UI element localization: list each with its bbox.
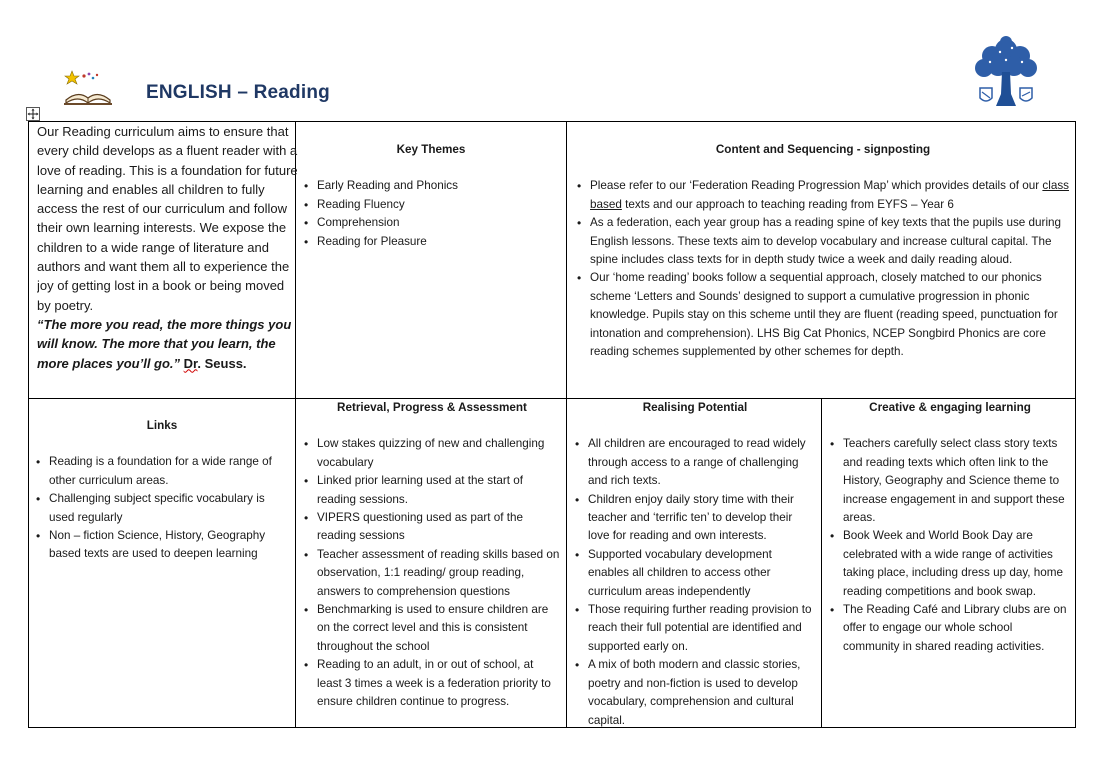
intro-quote [37, 315, 299, 373]
divider [821, 398, 822, 727]
list-item: • Comprehension [303, 214, 559, 232]
list-item: • Teachers carefully select class story texts and reading texts which often link to the History, Geography and Science theme to increase engagement in and support these areas. [829, 435, 1071, 527]
page-title: ENGLISH – Reading [146, 82, 330, 103]
creative-cell [829, 399, 1071, 656]
table-move-handle-icon[interactable] [26, 107, 40, 121]
list-item: • Early Reading and Phonics [303, 177, 559, 195]
potential-cell [574, 399, 816, 730]
list-item: • Reading to an adult, in or out of school, at least 3 times a week is a federation priority to ensure children continue to progress. [303, 656, 561, 711]
list-item: • Children enjoy daily story time with their teacher and ‘terrific ten’ to develop their love for reading and own interests. [574, 491, 816, 546]
list-item: • As a federation, each year group has a reading spine of key texts that the pupils use during English lessons. These texts aim to develop vocabulary and increase cultural capital. The spine includes class texts for in depth study twice a week and daily reading aloud. [576, 214, 1070, 269]
intro-paragraph: Our Reading curriculum aims to ensure that every child develops as a fluent reader with a love of reading. This is a foundation for future learning and enables all children to fully access the rest of our curriculum and follow their own learning interests. We expose the children to a wide range of literature and authors and want them all to experience the joy of getting lost in a book or being moved by poetry. [37, 124, 298, 313]
list-item: • VIPERS questioning used as part of the reading sessions [303, 509, 561, 546]
intro-cell [37, 122, 299, 373]
potential-title: Realising Potential [642, 401, 748, 414]
key-themes-title: Key Themes [396, 143, 466, 156]
list-item: • Our ‘home reading’ books follow a sequential approach, closely matched to our phonics scheme ‘Letters and Sounds’ designed to support a cumulative progression in phonic knowledge. Pupils stay on this scheme until they are fluent (reading speed, punctuation for intonation and comprehension). LHS Big Cat Phonics, NCEP Songbird Phonics are core reading schemes supplemented by other schemes for depth. [576, 269, 1070, 361]
list-item: • All children are encouraged to read widely through access to a range of challenging and rich texts. [574, 435, 816, 490]
open-book-icon [62, 70, 114, 106]
list-item: • Challenging subject specific vocabulary is used regularly [35, 490, 289, 527]
list-item: • Book Week and World Book Day are celebrated with a wide range of activities taking place, including dress up day, home reading competitions and book swap. [829, 527, 1071, 601]
key-themes-cell [303, 141, 559, 251]
content-sequencing-cell [576, 141, 1070, 361]
list-item: • Non – fiction Science, History, Geography based texts are used to deepen learning [35, 527, 289, 564]
list-item: • Benchmarking is used to ensure children are on the correct level and this is consistent throughout the school [303, 601, 561, 656]
list-item: • Reading Fluency [303, 196, 559, 214]
curriculum-table [28, 121, 1076, 728]
list-item: • Low stakes quizzing of new and challenging vocabulary [303, 435, 561, 472]
content-sequencing-title: Content and Sequencing - signposting [715, 143, 931, 156]
links-title: Links [146, 419, 178, 432]
list-item: • Please refer to our ‘Federation Reading Progression Map’ which provides details of our class based texts and our approach to teaching reading from EYFS – Year 6 [576, 177, 1070, 214]
creative-list [829, 435, 1071, 656]
divider [566, 122, 567, 727]
list-item: • Linked prior learning used at the start of reading sessions. [303, 472, 561, 509]
retrieval-list [303, 435, 561, 711]
list-item: • Reading is a foundation for a wide range of other curriculum areas. [35, 453, 289, 490]
key-themes-list [303, 177, 559, 251]
list-item: • Those requiring further reading provision to reach their full potential are identified and supported early on. [574, 601, 816, 656]
links-list [35, 453, 289, 563]
quote-text: “The more you read, the more things you will know. The more that you learn, the more places you’ll go.” [37, 316, 292, 371]
retrieval-title: Retrieval, Progress & Assessment [337, 401, 527, 414]
creative-title: Creative & engaging learning [869, 401, 1031, 414]
content-list [576, 177, 1070, 361]
list-item: • Teacher assessment of reading skills based on observation, 1:1 reading/ group reading, answers to comprehension questions [303, 546, 561, 601]
list-item: • Reading for Pleasure [303, 233, 559, 251]
quote-author: Dr. Seuss. [183, 355, 247, 371]
list-item: • The Reading Café and Library clubs are on offer to engage our whole school community in shared reading activities. [829, 601, 1071, 656]
tree-logo-icon [970, 36, 1042, 108]
links-cell [35, 417, 289, 564]
potential-list [574, 435, 816, 730]
retrieval-cell [303, 399, 561, 712]
list-item: • Supported vocabulary development enables all children to access other curriculum areas independently [574, 546, 816, 601]
list-item: • A mix of both modern and classic stories, poetry and non-fiction is used to develop vocabulary, comprehension and cultural capital. [574, 656, 816, 730]
